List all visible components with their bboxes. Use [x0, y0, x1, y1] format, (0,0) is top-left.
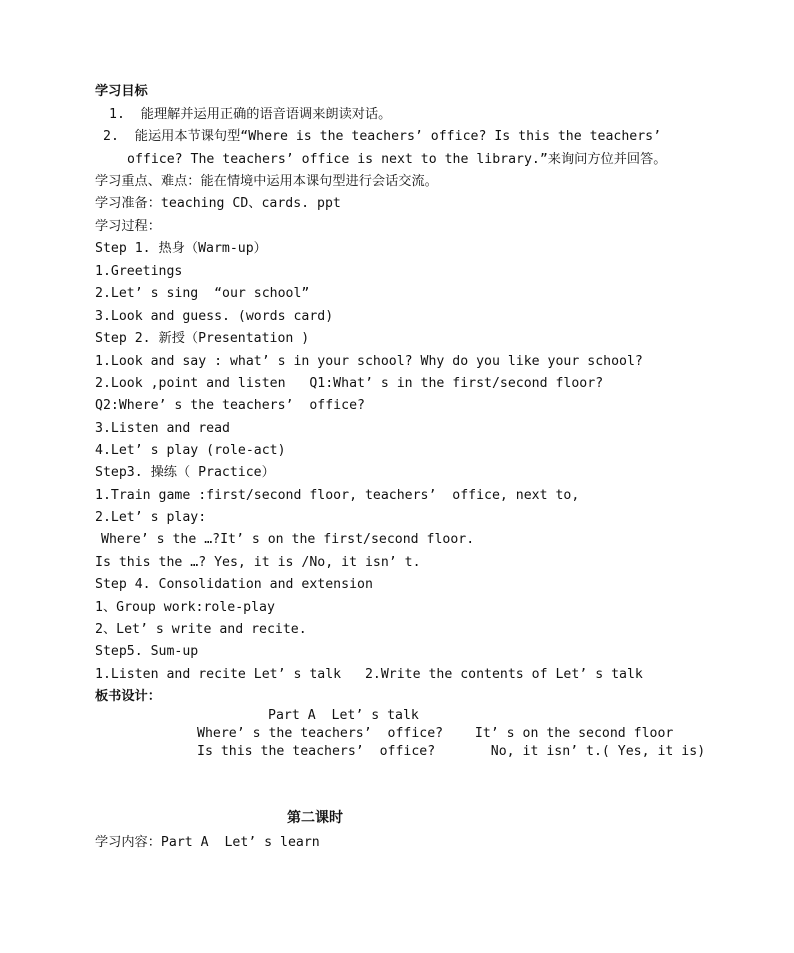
step-5-item-1: 1.Listen and recite Let’ s talk 2.Write the contents of Let’ s talk	[95, 667, 643, 682]
step-2-question-2: Q2:Where’ s the teachers’ office?	[95, 398, 365, 413]
board-line-1: Part A Let’ s talk	[268, 708, 419, 723]
board-line-2: Where’ s the teachers’ office? It’ s on the second floor	[197, 726, 674, 741]
step-1-item-2: 2.Let’ s sing “our school”	[95, 286, 310, 301]
lesson-2-title: 第二课时	[287, 810, 343, 826]
step-3-dialogue-2: Is this the …? Yes, it is /No, it isn’ t.	[95, 555, 421, 570]
step-1-heading: Step 1. 热身（Warm-up）	[95, 241, 267, 256]
preparation: 学习准备：teaching CD、cards. ppt	[95, 196, 341, 211]
board-line-3: Is this the teachers’ office? No, it isn’ t.( Yes, it is)	[197, 744, 706, 759]
board-design-heading: 板书设计：	[95, 689, 161, 704]
process-heading: 学习过程：	[95, 219, 161, 234]
step-3-item-1: 1.Train game :first/second floor, teachers’ office, next to,	[95, 488, 580, 503]
key-points: 学习重点、难点：能在情境中运用本课句型进行会话交流。	[95, 174, 438, 189]
step-3-heading: Step3. 操练（ Practice）	[95, 465, 275, 480]
step-4-heading: Step 4. Consolidation and extension	[95, 577, 373, 592]
step-5-heading: Step5. Sum-up	[95, 644, 199, 659]
step-2-heading: Step 2. 新授（Presentation )	[95, 331, 310, 346]
heading-objectives: 学习目标	[95, 84, 148, 99]
step-2-item-3: 3.Listen and read	[95, 421, 230, 436]
step-3-item-2: 2.Let’ s play:	[95, 510, 207, 525]
step-2-item-2: 2.Look ,point and listen Q1:What’ s in the first/second floor?	[95, 376, 604, 391]
step-1-item-1: 1.Greetings	[95, 264, 183, 279]
objective-2-line-1: 2. 能运用本节课句型“Where is the teachers’ office? Is this the teachers’	[103, 129, 662, 144]
step-2-item-1: 1.Look and say : what’ s in your school? Why do you like your school?	[95, 354, 643, 369]
learning-content: 学习内容：Part A Let’ s learn	[95, 835, 320, 850]
objective-2-line-2: office? The teachers’ office is next to the library.”来询问方位并回答。	[127, 152, 667, 167]
step-4-item-2: 2、Let’ s write and recite.	[95, 622, 307, 637]
objective-1: 1. 能理解并运用正确的语音语调来朗读对话。	[109, 107, 392, 122]
step-3-dialogue-1: Where’ s the …?It’ s on the first/second floor.	[101, 532, 475, 547]
step-4-item-1: 1、Group work:role-play	[95, 600, 275, 615]
step-2-item-4: 4.Let’ s play (role-act)	[95, 443, 286, 458]
step-1-item-3: 3.Look and guess. (words card)	[95, 309, 334, 324]
